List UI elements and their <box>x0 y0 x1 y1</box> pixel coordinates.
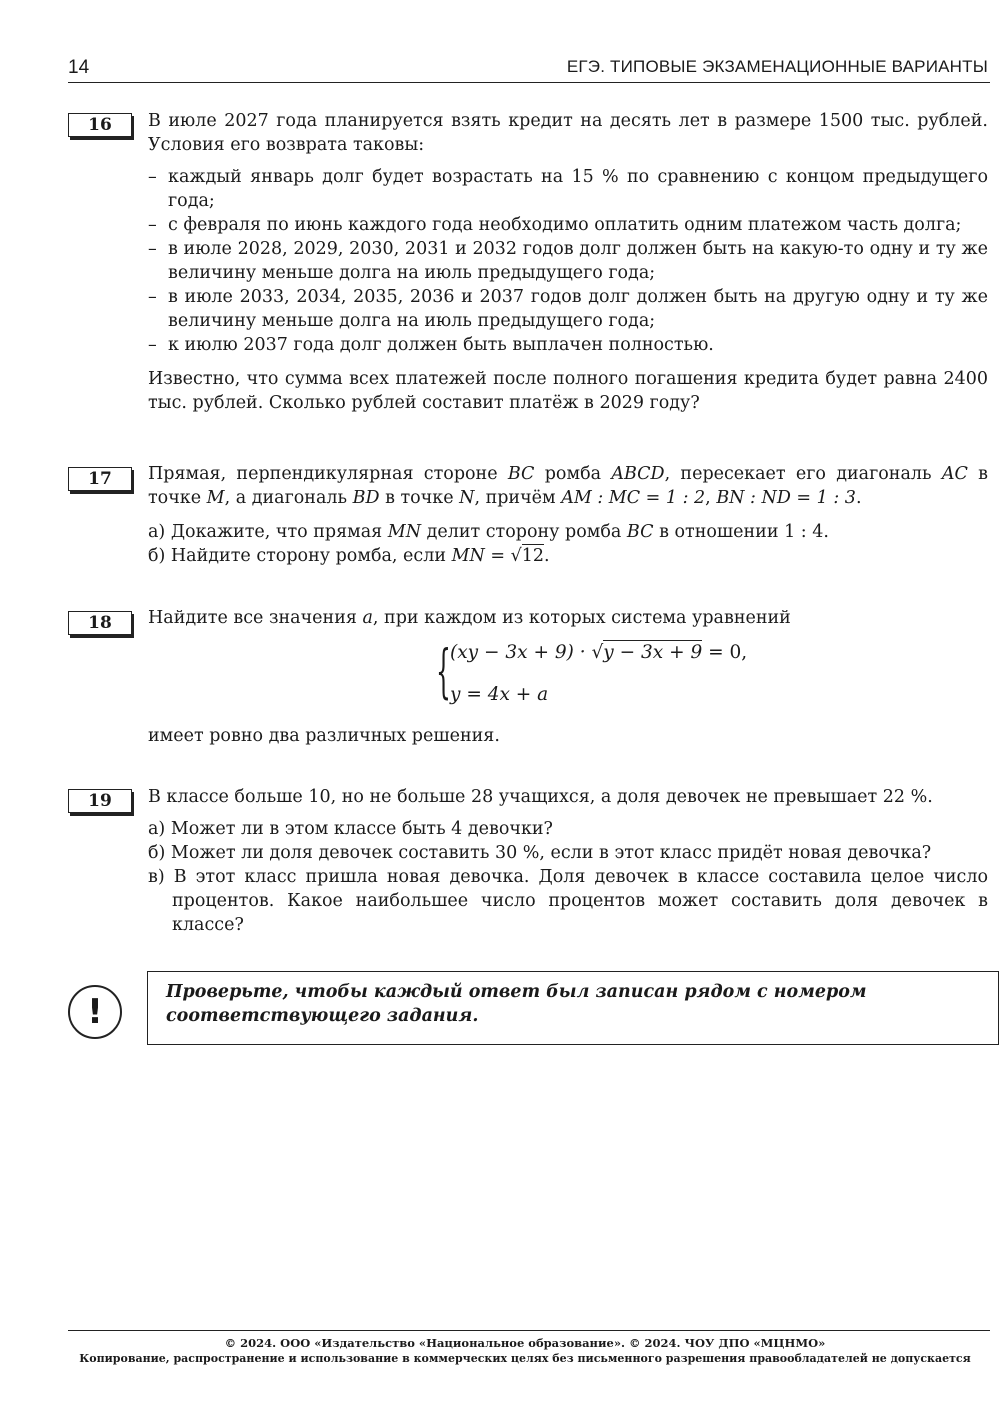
task-17-part-b: б) Найдите сторону ромба, если MN = √12. <box>148 546 550 566</box>
header-rule <box>68 82 990 83</box>
task-19-intro: В классе больше 10, но не больше 28 учащихся, а доля девочек не превышает 22 %. <box>148 787 933 807</box>
notice-box <box>147 971 999 1045</box>
equation-1: (xy − 3x + 9) · √y − 3x + 9 = 0, <box>450 642 748 663</box>
system-brace: { <box>436 640 451 708</box>
task-16-question: Известно, что сумма всех платежей после полного погашения кредита будет равна 2400 тыс. рублей. Сколько рублей составит платёж в 2029 году? <box>148 369 988 413</box>
list-item: – в июле 2033, 2034, 2035, 2036 и 2037 годов долг должен быть на другую одну и ту же величину меньше долга на июль предыдущего года; <box>148 285 988 333</box>
task-17 <box>148 462 988 568</box>
task-16-conditions <box>148 165 988 357</box>
footer-copyright: © 2024. ООО «Издательство «Национальное образование». © 2024. ЧОУ ДПО «МЦНМО» <box>224 1336 826 1350</box>
task-19-number: 19 <box>68 789 132 813</box>
task-18-outro: имеет ровно два различных решения. <box>148 726 500 746</box>
list-item: б) Может ли доля девочек составить 30 %, если в этот класс придёт новая девочка? <box>148 843 932 863</box>
equation-system <box>436 640 756 716</box>
task-17-part-a: а) Докажите, что прямая MN делит сторону ромба BC в отношении 1 : 4. <box>148 522 829 542</box>
list-item: в) В этот класс пришла новая девочка. Доля девочек в классе составила целое число процентов. Какое наибольшее число процентов может составить доля девочек в классе? <box>148 867 988 935</box>
task-16 <box>148 109 988 415</box>
page-number: 14 <box>68 57 90 78</box>
task-18-intro: Найдите все значения a, при каждом из которых система уравнений <box>148 608 791 628</box>
task-18-number: 18 <box>68 611 132 635</box>
list-item: – в июле 2028, 2029, 2030, 2031 и 2032 годов долг должен быть на какую-то одну и ту же величину меньше долга на июль предыдущего года; <box>148 237 988 285</box>
task-19-parts <box>148 817 988 937</box>
list-item: а) Может ли в этом классе быть 4 девочки? <box>148 819 553 839</box>
exclamation-icon: ! <box>68 985 122 1039</box>
task-16-number: 16 <box>68 113 132 137</box>
task-17-statement: Прямая, перпендикулярная стороне BC ромба ABCD, пересекает его диагональ AC в точке M, а диагональ BD в точке N, причём AM : MC = 1 : 2, BN : ND = 1 : 3. <box>148 464 988 508</box>
equation-2: y = 4x + a <box>450 684 549 705</box>
list-item: – каждый январь долг будет возрастать на 15 % по сравнению с концом предыдущего года; <box>148 165 988 213</box>
list-item: – к июлю 2037 года долг должен быть выплачен полностью. <box>148 333 988 357</box>
list-item: – с февраля по июнь каждого года необходимо оплатить одним платежом часть долга; <box>148 213 988 237</box>
footer-notice: Копирование, распространение и использование в коммерческих целях без письменного разрешения правообладателей не допускается <box>79 1352 971 1365</box>
task-19 <box>148 785 988 937</box>
task-17-number: 17 <box>68 467 132 491</box>
task-16-intro: В июле 2027 года планируется взять кредит на десять лет в размере 1500 тыс. рублей. Условия его возврата таковы: <box>148 111 988 155</box>
notice-text: Проверьте, чтобы каждый ответ был записан рядом с номером соответствующего задания. <box>166 982 867 1026</box>
footer-rule <box>68 1330 990 1331</box>
running-header-title: ЕГЭ. ТИПОВЫЕ ЭКЗАМЕНАЦИОННЫЕ ВАРИАНТЫ <box>566 57 988 76</box>
